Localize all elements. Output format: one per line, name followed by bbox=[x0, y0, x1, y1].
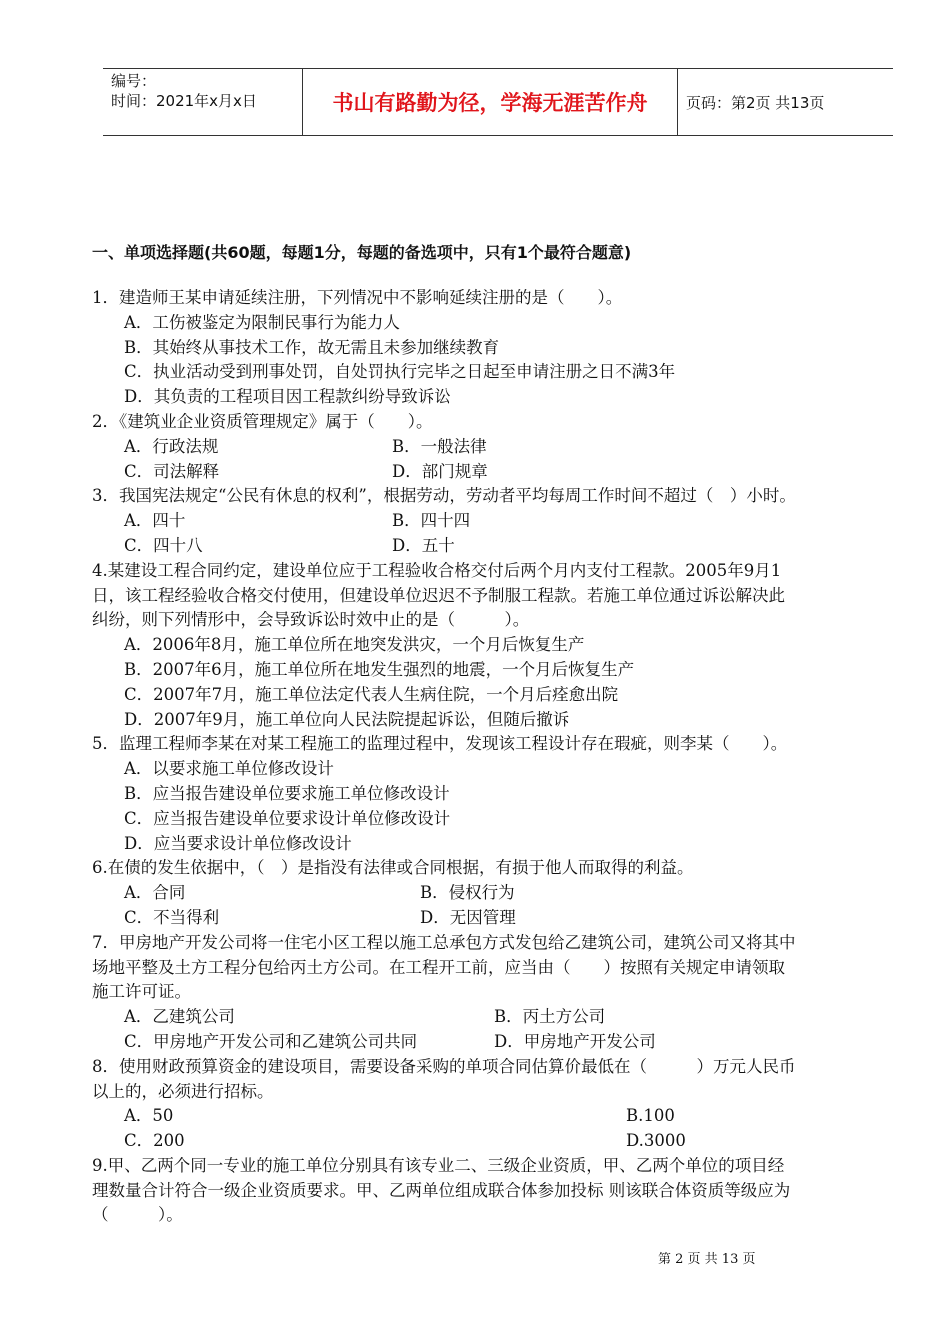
question-stem: 场地平整及土方工程分包给丙土方公司。在工程开工前，应当由（ ）按照有关规定申请领取 bbox=[92, 957, 785, 977]
question-stem: （ ）。 bbox=[92, 1205, 183, 1225]
option-row bbox=[92, 509, 922, 534]
question-stem: 8．使用财政预算资金的建设项目，需要设备采购的单项合同估算价最低在（ ）万元人民币 bbox=[92, 1056, 796, 1076]
option-row bbox=[92, 881, 922, 906]
option: A．以要求施工单位修改设计 bbox=[124, 759, 334, 779]
option: A．合同 bbox=[124, 883, 186, 903]
question-stem: 以上的，必须进行招标。 bbox=[92, 1081, 274, 1101]
option-row bbox=[92, 1030, 922, 1055]
option: C．200 bbox=[124, 1131, 185, 1151]
option-row bbox=[92, 1005, 922, 1030]
question-stem: 3．我国宪法规定“公民有休息的权利”，根据劳动，劳动者平均每周工作时间不超过（ ）小时。 bbox=[92, 486, 796, 506]
option: A．行政法规 bbox=[124, 436, 219, 456]
option-row bbox=[92, 906, 922, 931]
page-footer: 第 2 页 共 13 页 bbox=[658, 1252, 756, 1267]
option: A．2006年8月，施工单位所在地突发洪灾，一个月后恢复生产 bbox=[124, 635, 585, 655]
option-row bbox=[92, 534, 922, 559]
option: A．工伤被鉴定为限制民事行为能力人 bbox=[124, 312, 400, 332]
option: C．四十八 bbox=[124, 535, 203, 555]
option: D.3000 bbox=[626, 1131, 686, 1151]
option: D．部门规章 bbox=[392, 461, 488, 481]
option: C．执业活动受到刑事处罚，自处罚执行完毕之日起至申请注册之日不满3年 bbox=[124, 362, 676, 382]
question-stem: 施工许可证。 bbox=[92, 982, 191, 1002]
question-stem: 6.在债的发生依据中，（ ）是指没有法律或合同根据，有损于他人而取得的利益。 bbox=[92, 858, 694, 878]
option: C．不当得利 bbox=[124, 907, 220, 927]
question-stem: 4.某建设工程合同约定，建设单位应于工程验收合格交付后两个月内支付工程款。2005年9月1 bbox=[92, 560, 782, 580]
option: B.100 bbox=[626, 1106, 675, 1126]
option: D．五十 bbox=[392, 535, 455, 555]
option-row bbox=[92, 460, 922, 485]
document-body bbox=[92, 240, 922, 1228]
option: B．应当报告建设单位要求施工单位修改设计 bbox=[124, 783, 450, 803]
question-stem: 日，该工程经验收合格交付使用，但建设单位迟迟不予制服工程款。若施工单位通过诉讼解决此 bbox=[92, 585, 785, 605]
option: C．2007年7月，施工单位法定代表人生病住院，一个月后痊愈出院 bbox=[124, 684, 619, 704]
question-stem: 2．《建筑业企业资质管理规定》属于（ ）。 bbox=[92, 411, 433, 431]
option: A．四十 bbox=[124, 511, 186, 531]
option: B．丙土方公司 bbox=[494, 1007, 606, 1027]
option: D．无因管理 bbox=[420, 907, 516, 927]
question-stem: 纠纷，则下列情形中，会导致诉讼时效中止的是（ ）。 bbox=[92, 610, 530, 630]
option: B．侵权行为 bbox=[420, 883, 515, 903]
option: A．50 bbox=[124, 1106, 174, 1126]
option: B．2007年6月，施工单位所在地发生强烈的地震，一个月后恢复生产 bbox=[124, 659, 635, 679]
option-row bbox=[92, 1104, 922, 1129]
option-row bbox=[92, 1129, 922, 1154]
page-header bbox=[103, 68, 893, 136]
header-motto: 书山有路勤为径，学海无涯苦作舟 bbox=[303, 69, 678, 135]
option: B．四十四 bbox=[392, 511, 471, 531]
option: B．一般法律 bbox=[392, 436, 487, 456]
option: A．乙建筑公司 bbox=[124, 1007, 235, 1027]
option: D．甲房地产开发公司 bbox=[494, 1031, 656, 1051]
option: C．甲房地产开发公司和乙建筑公司共同 bbox=[124, 1031, 418, 1051]
question-stem: 7．甲房地产开发公司将一住宅小区工程以施工总承包方式发包给乙建筑公司，建筑公司又将其中 bbox=[92, 932, 796, 952]
question-stem: 1．建造师王某申请延续注册，下列情况中不影响延续注册的是（ ）。 bbox=[92, 288, 623, 307]
question-stem: 理数量合计符合一级企业资质要求。甲、乙两单位组成联合体参加投标 则该联合体资质等级应为 bbox=[92, 1180, 791, 1200]
number-label: 编号： bbox=[111, 72, 157, 90]
option-row bbox=[92, 435, 922, 460]
date-line: 时间：2021年x月x日 bbox=[111, 92, 257, 110]
option: B．其始终从事技术工作，故无需且未参加继续教育 bbox=[124, 337, 500, 357]
option: D．2007年9月，施工单位向人民法院提起诉讼，但随后撤诉 bbox=[124, 709, 570, 729]
option: C．应当报告建设单位要求设计单位修改设计 bbox=[124, 808, 451, 828]
option: D．应当要求设计单位修改设计 bbox=[124, 833, 352, 853]
header-meta bbox=[103, 69, 303, 135]
header-page-info: 页码：第2页 共13页 bbox=[686, 93, 825, 112]
section-title: 一、单项选择题(共60题，每题1分，每题的备选项中，只有1个最符合题意) bbox=[92, 243, 632, 262]
question-stem: 5．监理工程师李某在对某工程施工的监理过程中，发现该工程设计存在瑕疵，则李某（ ）。 bbox=[92, 734, 788, 754]
question-stem: 9.甲、乙两个同一专业的施工单位分别具有该专业二、三级企业资质，甲、乙两个单位的项目经 bbox=[92, 1155, 785, 1175]
option: C．司法解释 bbox=[124, 461, 220, 481]
option: D．其负责的工程项目因工程款纠纷导致诉讼 bbox=[124, 387, 451, 407]
